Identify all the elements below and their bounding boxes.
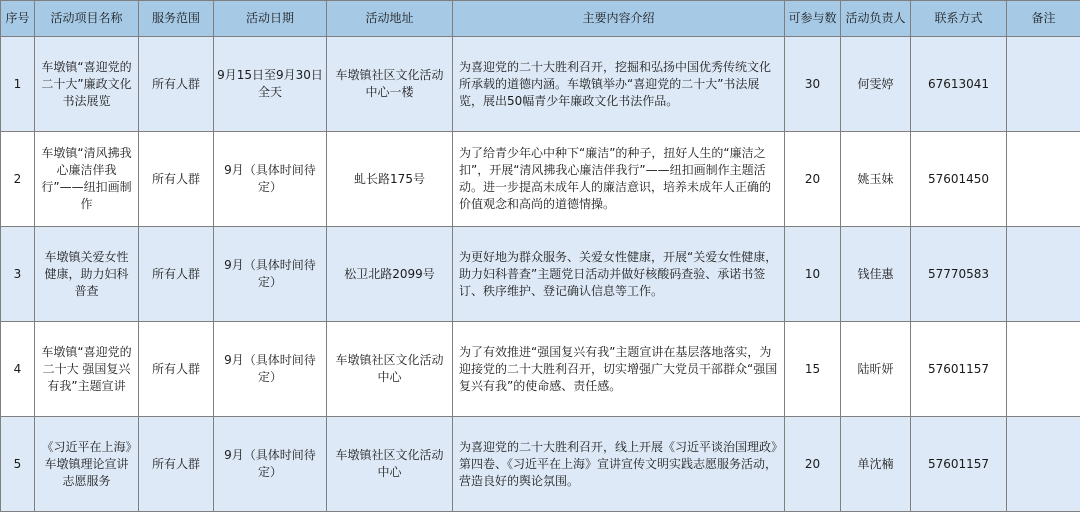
cell-name: 车墩镇“喜迎党的二十大 强国复兴有我”主题宣讲 xyxy=(35,322,139,417)
cell-scope: 所有人群 xyxy=(139,132,214,227)
cell-contact: 57601157 xyxy=(911,417,1007,512)
cell-contact: 57770583 xyxy=(911,227,1007,322)
table-row xyxy=(1,417,1080,512)
header-no: 序号 xyxy=(1,1,35,37)
cell-contact: 57601450 xyxy=(911,132,1007,227)
cell-no: 2 xyxy=(1,132,35,227)
cell-name: 车墩镇“喜迎党的二十大”廉政文化书法展览 xyxy=(35,37,139,132)
table-row xyxy=(1,322,1080,417)
header-scope: 服务范围 xyxy=(139,1,214,37)
cell-address: 车墩镇社区文化活动中心 xyxy=(327,417,453,512)
header-content: 主要内容介绍 xyxy=(453,1,785,37)
table-row xyxy=(1,132,1080,227)
cell-scope: 所有人群 xyxy=(139,227,214,322)
cell-scope: 所有人群 xyxy=(139,417,214,512)
cell-name: 《习近平在上海》车墩镇理论宣讲志愿服务 xyxy=(35,417,139,512)
header-note: 备注 xyxy=(1007,1,1080,37)
cell-address: 车墩镇社区文化活动中心 xyxy=(327,322,453,417)
cell-content: 为了给青少年心中种下“廉洁”的种子，扭好人生的“廉洁之扣”，开展“清风拂我心廉洁伴我行”——纽扣画制作主题活动。进一步提高未成年人的廉洁意识，培养未成年人正确的价值观念和高尚的道德情操。 xyxy=(453,132,785,227)
cell-name: 车墩镇关爱女性健康，助力妇科普查 xyxy=(35,227,139,322)
table-row xyxy=(1,227,1080,322)
cell-capacity: 20 xyxy=(785,132,841,227)
cell-no: 1 xyxy=(1,37,35,132)
cell-scope: 所有人群 xyxy=(139,37,214,132)
cell-date: 9月15日至9月30日全天 xyxy=(214,37,327,132)
cell-no: 3 xyxy=(1,227,35,322)
cell-note xyxy=(1007,417,1080,512)
header-capacity: 可参与数 xyxy=(785,1,841,37)
cell-leader: 单沈楠 xyxy=(841,417,911,512)
cell-content: 为更好地为群众服务、关爱女性健康，开展“关爱女性健康，助力妇科普查”主题党日活动并做好核酸码查验、承诺书签订、秩序维护、登记确认信息等工作。 xyxy=(453,227,785,322)
cell-capacity: 20 xyxy=(785,417,841,512)
cell-leader: 姚玉妹 xyxy=(841,132,911,227)
header-leader: 活动负责人 xyxy=(841,1,911,37)
header-address: 活动地址 xyxy=(327,1,453,37)
cell-date: 9月（具体时间待定） xyxy=(214,322,327,417)
cell-date: 9月（具体时间待定） xyxy=(214,132,327,227)
cell-date: 9月（具体时间待定） xyxy=(214,417,327,512)
cell-content: 为了有效推进“强国复兴有我”主题宣讲在基层落地落实，为迎接党的二十大胜利召开，切实增强广大党员干部群众“强国复兴有我”的使命感、责任感。 xyxy=(453,322,785,417)
cell-note xyxy=(1007,227,1080,322)
cell-address: 车墩镇社区文化活动中心一楼 xyxy=(327,37,453,132)
cell-leader: 陆昕妍 xyxy=(841,322,911,417)
header-name: 活动项目名称 xyxy=(35,1,139,37)
cell-no: 4 xyxy=(1,322,35,417)
cell-capacity: 30 xyxy=(785,37,841,132)
header-contact: 联系方式 xyxy=(911,1,1007,37)
cell-contact: 57601157 xyxy=(911,322,1007,417)
cell-address: 虬长路175号 xyxy=(327,132,453,227)
cell-scope: 所有人群 xyxy=(139,322,214,417)
cell-content: 为喜迎党的二十大胜利召开，挖掘和弘扬中国优秀传统文化所承载的道德内涵。车墩镇举办“喜迎党的二十大”书法展览，展出50幅青少年廉政文化书法作品。 xyxy=(453,37,785,132)
cell-leader: 钱佳惠 xyxy=(841,227,911,322)
cell-content: 为喜迎党的二十大胜利召开，线上开展《习近平谈治国理政》第四卷、《习近平在上海》宣讲宣传文明实践志愿服务活动，营造良好的舆论氛围。 xyxy=(453,417,785,512)
cell-no: 5 xyxy=(1,417,35,512)
cell-capacity: 15 xyxy=(785,322,841,417)
cell-address: 松卫北路2099号 xyxy=(327,227,453,322)
cell-note xyxy=(1007,132,1080,227)
header-date: 活动日期 xyxy=(214,1,327,37)
cell-name: 车墩镇“清风拂我心廉洁伴我行”——纽扣画制作 xyxy=(35,132,139,227)
table-row xyxy=(1,37,1080,132)
cell-capacity: 10 xyxy=(785,227,841,322)
cell-date: 9月（具体时间待定） xyxy=(214,227,327,322)
cell-note xyxy=(1007,322,1080,417)
cell-note xyxy=(1007,37,1080,132)
header-row xyxy=(1,1,1080,37)
cell-contact: 67613041 xyxy=(911,37,1007,132)
cell-leader: 何雯婷 xyxy=(841,37,911,132)
